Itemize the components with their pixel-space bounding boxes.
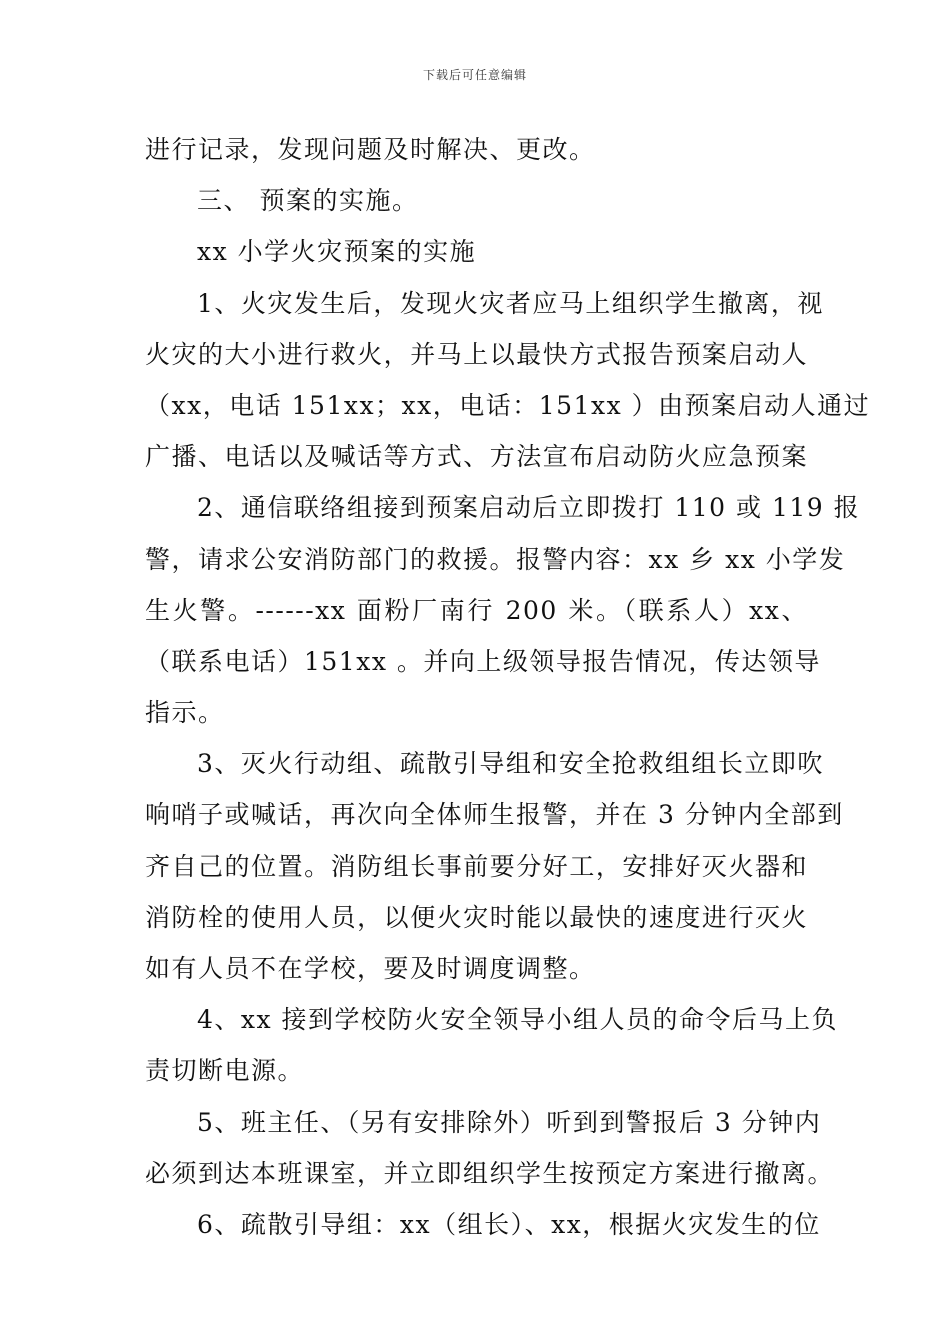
paragraph-line: 生火警。------xx 面粉厂南行 200 米。（联系人）xx、 bbox=[145, 595, 808, 625]
paragraph-line: 6、疏散引导组：xx（组长）、xx，根据火灾发生的位 bbox=[197, 1209, 821, 1239]
paragraph-line: 必须到达本班课室，并立即组织学生按预定方案进行撤离。 bbox=[145, 1158, 835, 1188]
paragraph-line: 责切断电源。 bbox=[145, 1056, 305, 1086]
subsection-title: xx 小学火灾预案的实施 bbox=[197, 237, 477, 267]
paragraph-line: （联系电话）151xx 。并向上级领导报告情况，传达领导 bbox=[145, 646, 821, 676]
paragraph-line: 进行记录，发现问题及时解决、更改。 bbox=[145, 135, 596, 164]
paragraph-line: （xx，电话 151xx；xx，电话：151xx ）由预案启动人通过 bbox=[145, 390, 871, 420]
paragraph-line: 响哨子或喊话，再次向全体师生报警，并在 3 分钟内全部到 bbox=[145, 800, 844, 830]
paragraph-line: 齐自己的位置。消防组长事前要分好工，安排好灭火器和 bbox=[145, 851, 808, 881]
paragraph-line: 消防栓的使用人员，以便火灾时能以最快的速度进行灭火 bbox=[145, 902, 808, 932]
paragraph-line: 广播、电话以及喊话等方式、方法宣布启动防火应急预案 bbox=[145, 442, 808, 472]
paragraph-line: 5、班主任、（另有安排除外）听到到警报后 3 分钟内 bbox=[197, 1107, 822, 1137]
paragraph-line: 指示。 bbox=[145, 698, 225, 728]
document-body bbox=[145, 124, 871, 1250]
page-header: 下载后可任意编辑 bbox=[422, 68, 527, 82]
paragraph-line: 3、灭火行动组、疏散引导组和安全抢救组组长立即吹 bbox=[197, 749, 824, 779]
section-heading: 三、 预案的实施。 bbox=[197, 186, 419, 216]
paragraph-line: 2、通信联络组接到预案启动后立即拨打 110 或 119 报 bbox=[197, 493, 861, 523]
paragraph-line: 警，请求公安消防部门的救援。报警内容：xx 乡 xx 小学发 bbox=[145, 544, 846, 574]
paragraph-line: 如有人员不在学校，要及时调度调整。 bbox=[145, 954, 596, 983]
paragraph-line: 火灾的大小进行救火，并马上以最快方式报告预案启动人 bbox=[145, 339, 808, 369]
paragraph-line: 1、火灾发生后，发现火灾者应马上组织学生撤离，视 bbox=[197, 288, 824, 318]
paragraph-line: 4、xx 接到学校防火安全领导小组人员的命令后马上负 bbox=[197, 1005, 839, 1035]
